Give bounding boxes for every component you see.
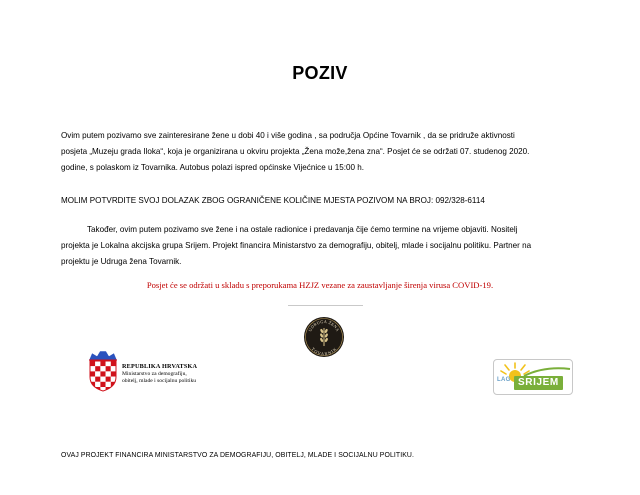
checker-square [100, 366, 105, 371]
workshops-line: Također, ovim putem pozivamo sve žene i na ostale radionice i predavanja čije ćemo termine na vrijeme objaviti. Nositelj [87, 225, 518, 234]
checker-square [90, 387, 95, 392]
checker-square [106, 377, 111, 382]
checker-square [90, 366, 95, 371]
checker-square [95, 366, 100, 371]
intro-paragraph [61, 128, 591, 176]
checker-square [111, 371, 116, 376]
checker-square [95, 361, 100, 366]
checker-square [106, 361, 111, 366]
workshops-line: projekta je Lokalna akcijska grupa Srijem. Projekt financira Ministarstvo za demografiju, obitelj, mlade i socijalnu politiku. Partner na [61, 241, 532, 250]
checker-square [95, 377, 100, 382]
croatian-coat-of-arms-icon [87, 350, 119, 392]
footer-funding-note: OVAJ PROJEKT FINANCIRA MINISTARSTVO ZA DEMOGRAFIJU, OBITELJ, MLADE I SOCIJALNU POLITIKU. [61, 452, 415, 459]
checker-square [100, 382, 105, 387]
udruga-logo-bottom-text: TOVARNIK [310, 346, 338, 357]
page-title: POZIV [292, 63, 348, 83]
checker-square [111, 366, 116, 371]
checker-square [111, 387, 116, 392]
ministry-name-line: Ministarstvo za demografiju, [122, 370, 187, 377]
confirmation-notice: MOLIM POTVRDITE SVOJ DOLAZAK ZBOG OGRANIČENE KOLIČINE MJESTA POZIVOM NA BROJ: 092/328-6114 [61, 196, 485, 205]
crown-icon [89, 351, 117, 360]
covid-notice: Posjet će se održati u skladu s preporukama HZJZ vezane za zaustavljanje širenja virusa COVID-19. [146, 280, 494, 290]
ministry-country: REPUBLIKA HRVATSKA [122, 363, 198, 370]
workshops-line: projektu je Udruga žena Tovarnik. [61, 257, 182, 266]
checker-square [95, 371, 100, 376]
lag-prefix: LAG [497, 377, 511, 383]
checker-square [100, 377, 105, 382]
ministry-name-line: obitelj, mlade i socijalnu politiku [122, 378, 197, 385]
checker-square [106, 382, 111, 387]
checker-square [95, 382, 100, 387]
lag-srijem-logo [493, 359, 573, 395]
divider [288, 305, 363, 306]
checker-square [111, 361, 116, 366]
intro-line: godine, s polaskom iz Tovarnika. Autobus polazi ispred općinske Vijećnice u 15:00 h. [61, 163, 364, 172]
lag-name: SRIJEM [514, 376, 563, 390]
checker-square [106, 371, 111, 376]
checker-square [100, 361, 105, 366]
workshops-paragraph [61, 222, 591, 270]
checkerboard-shield-icon [90, 361, 116, 392]
udruga-logo-top-text: UDRUGA ŽENA [307, 318, 341, 333]
intro-line: Ovim putem pozivamo sve zainteresirane žene u dobi 40 i više godina , sa područja Općine Tovarnik , da se pridruže aktivnosti [61, 131, 515, 140]
intro-line: posjeta „Muzeju grada Iloka“, koja je organizirana u okviru projekta „Žena može,žena zna“. Posjet će se održati 07. studenog 2020. [61, 147, 530, 156]
checker-square [100, 371, 105, 376]
checker-square [106, 366, 111, 371]
ministry-label [122, 363, 197, 386]
checker-square [90, 361, 95, 366]
checker-square [90, 371, 95, 376]
udruga-zena-tovarnik-logo [303, 316, 345, 358]
